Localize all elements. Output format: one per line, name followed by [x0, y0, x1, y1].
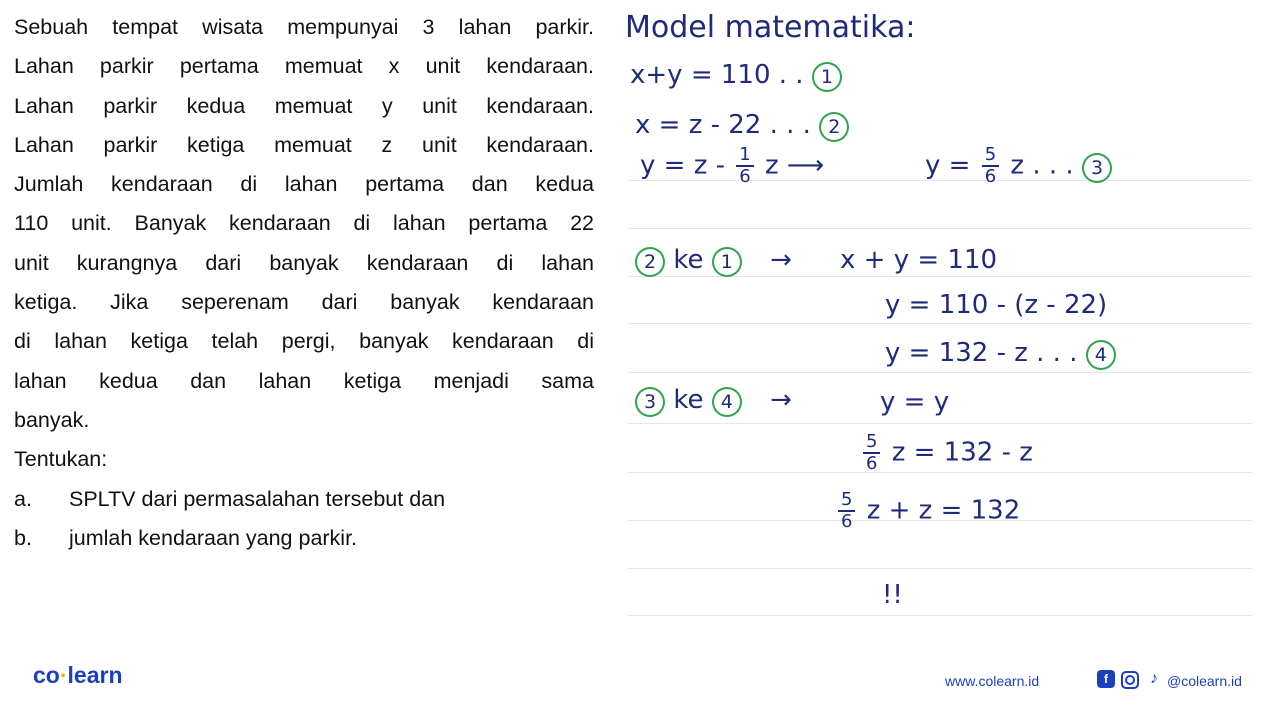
handwritten-eq3-result [925, 145, 1112, 187]
tiktok-icon[interactable]: ♪ [1150, 670, 1158, 687]
eq-text: z + z = 132 [866, 495, 1021, 526]
problem-line: Lahan parkir kedua memuat y unit kendaraan. [14, 93, 594, 118]
fraction [838, 490, 855, 532]
handwritten-eq2 [635, 110, 849, 142]
option-label: a. [14, 486, 32, 511]
instagram-icon[interactable] [1121, 671, 1139, 689]
fraction [736, 145, 753, 187]
eq-text: z . . . [1010, 150, 1074, 181]
handwritten-line: y = 110 - (z - 22) [885, 290, 1108, 320]
substitution-step-2 [635, 385, 812, 417]
fraction-denominator: 6 [841, 511, 853, 532]
eq-text: x = z - 22 . . . [635, 110, 811, 140]
ruled-line [628, 372, 1252, 373]
eq-tag: 2 [635, 247, 665, 277]
eq-tag: 4 [712, 387, 742, 417]
handwritten-line [835, 490, 1020, 532]
handwritten-line: y = y [880, 387, 950, 417]
fraction [982, 145, 999, 187]
eq-tag: 2 [819, 112, 849, 142]
arrow-icon: → [770, 245, 792, 275]
eq-text: z ⟶ [764, 150, 825, 181]
logo-dot: · [59, 662, 68, 688]
option-text: SPLTV dari permasalahan tersebut dan [69, 486, 446, 511]
handwritten-line: !! [882, 580, 903, 610]
eq-tag: 3 [1082, 153, 1112, 183]
logo-text: learn [67, 662, 123, 688]
handwritten-title: Model matematika: [625, 10, 916, 45]
eq-text: y = [925, 150, 971, 181]
substitution-step-1 [635, 245, 812, 277]
arrow-icon: → [770, 385, 792, 415]
fraction-numerator: 5 [838, 490, 855, 512]
eq-text: y = 132 - z . . . [885, 338, 1078, 368]
handwritten-eq4 [885, 338, 1116, 370]
handwritten-line [860, 432, 1033, 474]
website-link[interactable]: www.colearn.id [945, 673, 1040, 689]
fraction-denominator: 6 [739, 166, 751, 187]
fraction-denominator: 6 [984, 166, 997, 187]
option-text: jumlah kendaraan yang parkir. [69, 525, 358, 550]
option-b [14, 519, 594, 558]
problem-line: 110 unit. Banyak kendaraan di lahan pertama 22 [14, 211, 594, 236]
fraction-numerator: 1 [736, 145, 753, 167]
ruled-line [628, 323, 1252, 324]
logo-text: co [33, 662, 60, 688]
problem-line: di lahan ketiga telah pergi, banyak kendaraan di [14, 329, 594, 354]
problem-line: Jumlah kendaraan di lahan pertama dan kedua [14, 172, 594, 197]
handwritten-line: x + y = 110 [840, 245, 998, 275]
ruled-line [628, 423, 1252, 424]
option-label: b. [14, 525, 32, 550]
eq-text: ke [673, 245, 704, 275]
ruled-line [628, 615, 1252, 616]
handwritten-eq3 [640, 145, 824, 187]
problem-line: Lahan parkir ketiga memuat z unit kendaraan. [14, 132, 594, 157]
colearn-logo [33, 662, 123, 689]
eq-text: ke [673, 385, 704, 415]
eq-tag: 1 [812, 62, 842, 92]
problem-line: ketiga. Jika seperenam dari banyak kendaraan [14, 290, 594, 315]
ruled-line [628, 228, 1252, 229]
option-a [14, 480, 594, 519]
problem-line: lahan kedua dan lahan ketiga menjadi sama [14, 368, 594, 393]
eq-tag: 3 [635, 387, 665, 417]
eq-text: x+y = 110 . . [630, 60, 804, 90]
eq-tag: 4 [1086, 340, 1116, 370]
problem-text [14, 8, 594, 558]
problem-line: unit kurangnya dari banyak kendaraan di lahan [14, 250, 594, 275]
eq-tag: 1 [712, 247, 742, 277]
fraction-denominator: 6 [866, 453, 878, 474]
eq-text: z = 132 - z [891, 437, 1033, 468]
facebook-icon[interactable]: f [1097, 670, 1115, 688]
social-handle[interactable]: @colearn.id [1167, 673, 1242, 689]
problem-line: banyak. [14, 407, 90, 432]
fraction-numerator: 5 [982, 145, 999, 167]
problem-line: Lahan parkir pertama memuat x unit kendaraan. [14, 54, 594, 79]
fraction [863, 432, 880, 474]
fraction-numerator: 5 [863, 432, 880, 454]
eq-text: y = z - [640, 150, 725, 181]
handwritten-eq1 [630, 60, 842, 92]
task-label: Tentukan: [14, 447, 108, 472]
problem-line: Sebuah tempat wisata mempunyai 3 lahan parkir. [14, 15, 594, 39]
ruled-line [628, 568, 1252, 569]
